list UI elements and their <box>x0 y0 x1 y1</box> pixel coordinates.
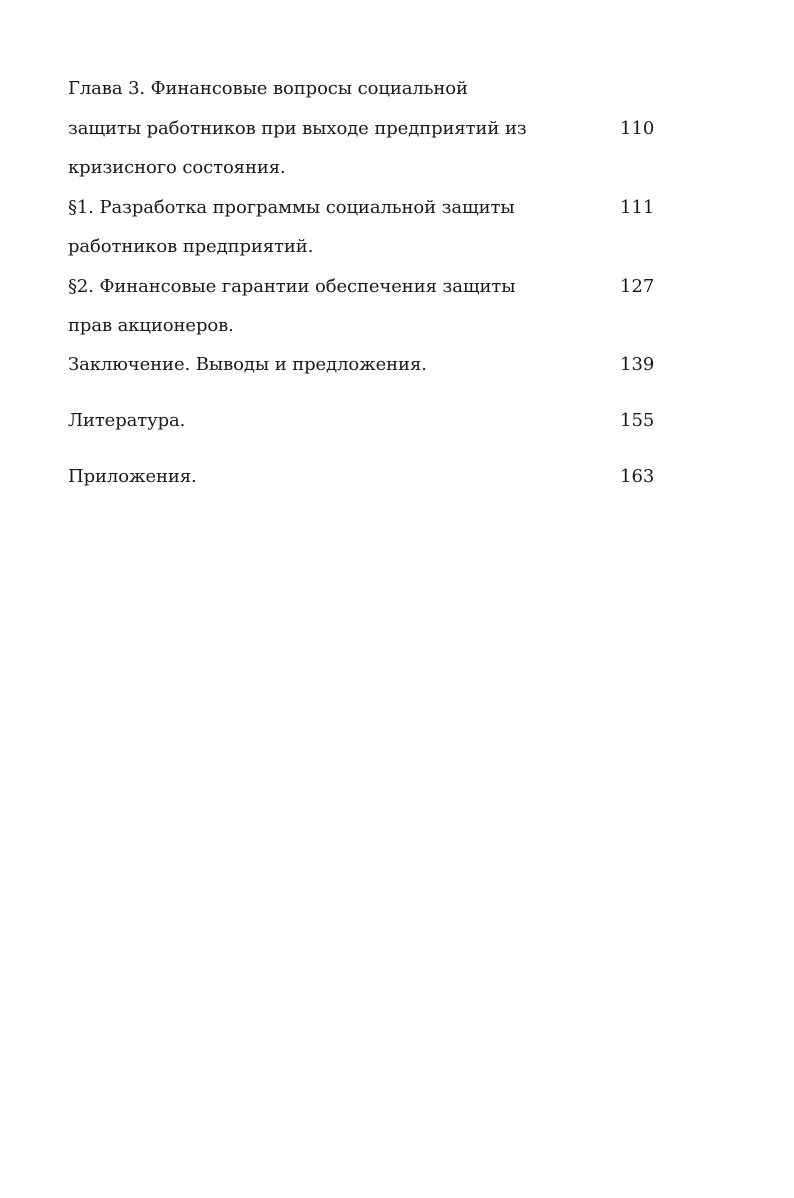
toc-entry-chapter-3-line-3: кризисного состояния. <box>68 157 286 178</box>
toc-entry-section-1-line-1: §1. Разработка программы социальной защиты <box>68 197 515 218</box>
toc-entry-chapter-3-page: 110 <box>620 118 655 139</box>
toc-entry-literature: Литература. <box>68 410 186 431</box>
toc-entry-conclusion-page: 139 <box>620 354 655 375</box>
toc-entry-appendices: Приложения. <box>68 466 197 487</box>
toc-entry-section-2-line-2: прав акционеров. <box>68 315 234 336</box>
toc-entry-literature-page: 155 <box>620 410 655 431</box>
toc-entry-chapter-3-line-1: Глава 3. Финансовые вопросы социальной <box>68 78 468 99</box>
toc-entry-section-1-page: 111 <box>620 197 655 218</box>
toc-entry-appendices-page: 163 <box>620 466 655 487</box>
toc-entry-section-1-line-2: работников предприятий. <box>68 236 314 257</box>
toc-entry-conclusion: Заключение. Выводы и предложения. <box>68 354 427 375</box>
toc-entry-section-2-line-1: §2. Финансовые гарантии обеспечения защиты <box>68 276 516 297</box>
toc-entry-section-2-page: 127 <box>620 276 655 297</box>
toc-entry-chapter-3-line-2: защиты работников при выходе предприятий из <box>68 118 527 139</box>
